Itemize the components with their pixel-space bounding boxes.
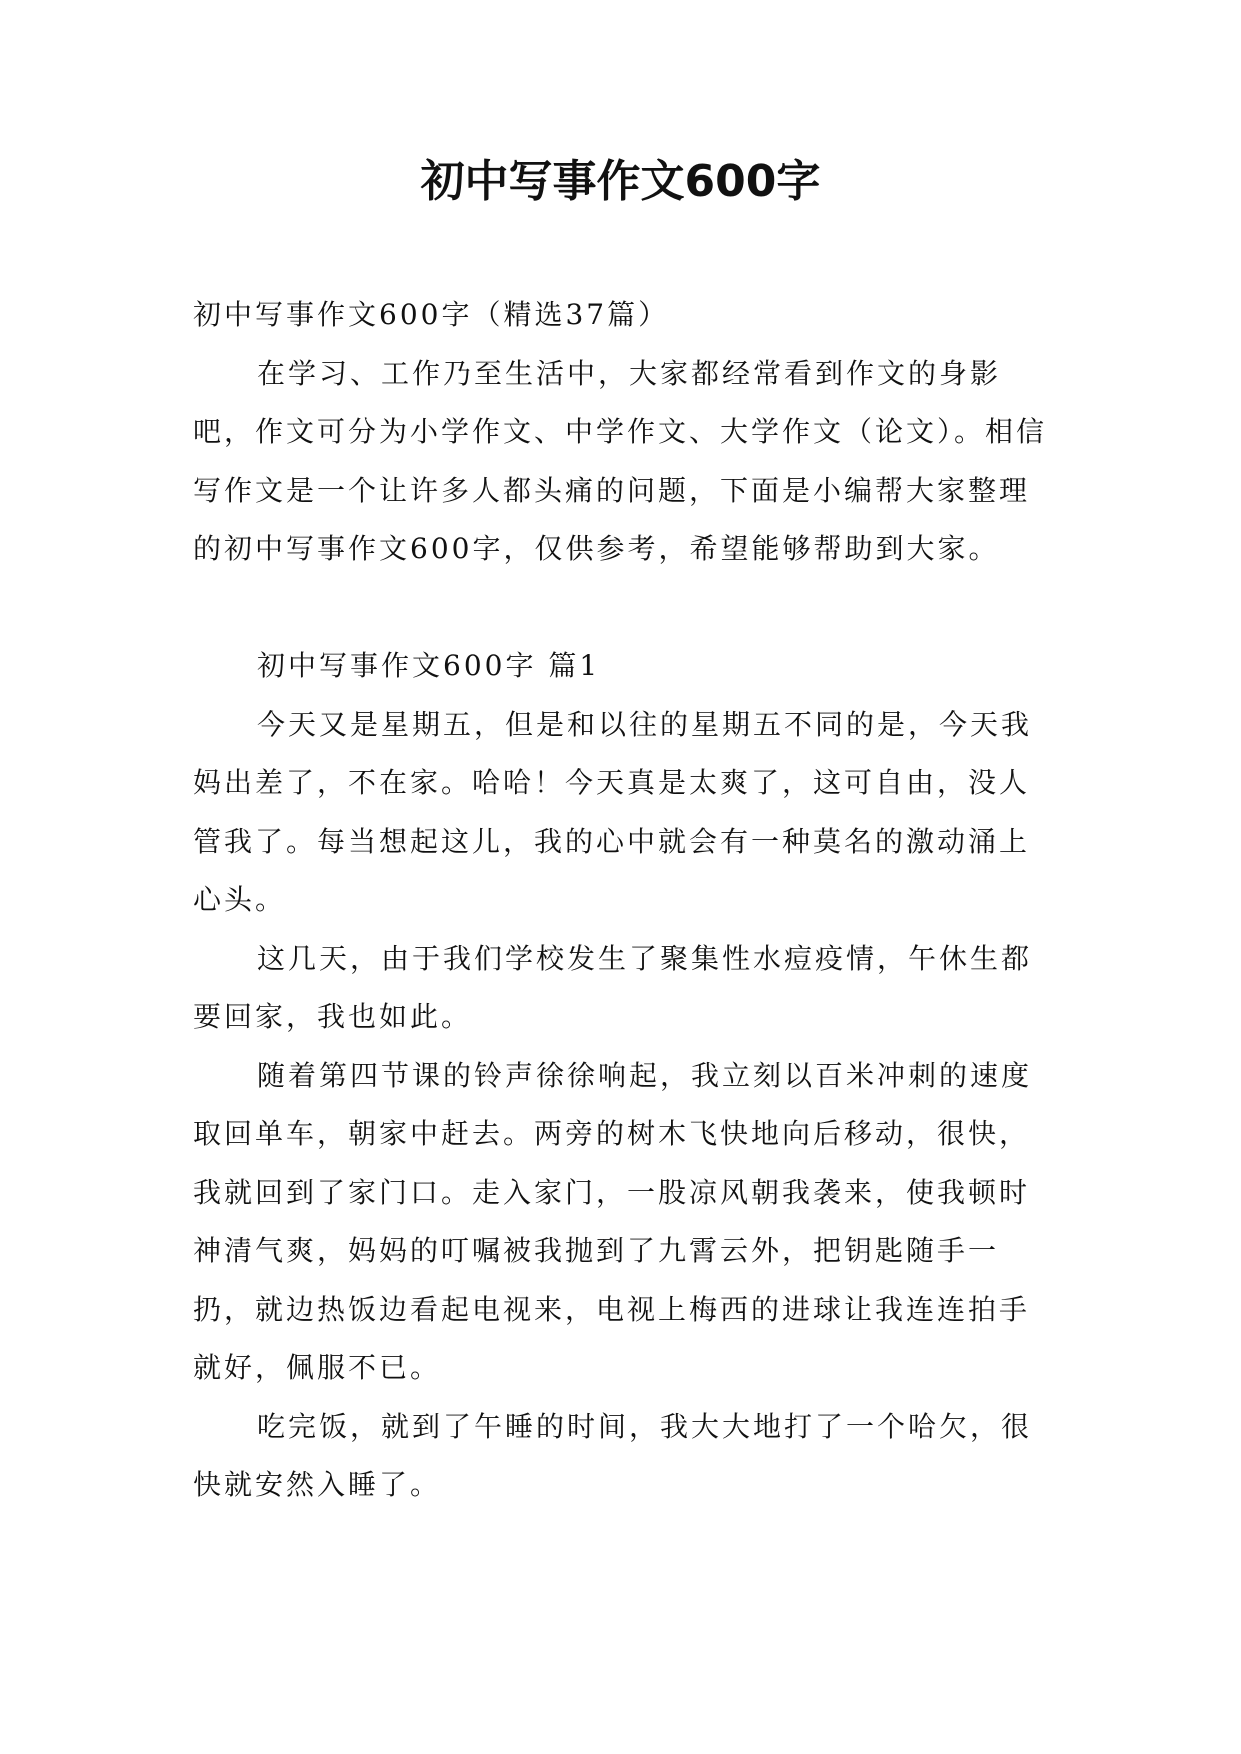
body-paragraph: 今天又是星期五，但是和以往的星期五不同的是，今天我妈出差了，不在家。哈哈！今天真是太爽了，这可自由，没人管我了。每当想起这儿，我的心中就会有一种莫名的激动涌上心头。 [193,707,1033,916]
document-subtitle: 初中写事作文600字（精选37篇） [193,298,670,331]
document-title: 初中写事作文600字 [420,156,821,207]
body-paragraph: 这几天，由于我们学校发生了聚集性水痘疫情，午休生都要回家，我也如此。 [193,941,1033,1033]
body-paragraph: 随着第四节课的铃声徐徐响起，我立刻以百米冲刺的速度取回单车，朝家中赶去。两旁的树木飞快地向后移动，很快，我就回到了家门口。走入家门，一股凉风朝我袭来，使我顿时神清气爽，妈妈的叮嘱被我抛到了九霄云外，把钥匙随手一扔，就边热饭边看起电视来，电视上梅西的进球让我连连拍手就好，佩服不已。 [193,1058,1033,1384]
document-body [193,286,1051,1515]
paragraph-spacer [193,579,1051,638]
body-paragraph: 吃完饭，就到了午睡的时间，我大大地打了一个哈欠，很快就安然入睡了。 [193,1409,1033,1501]
intro-paragraph: 在学习、工作乃至生活中，大家都经常看到作文的身影吧，作文可分为小学作文、中学作文、大学作文（论文）。相信写作文是一个让许多人都头痛的问题，下面是小编帮大家整理的初中写事作文600字，仅供参考，希望能够帮助到大家。 [193,356,1048,565]
section-heading: 初中写事作文600字 篇1 [257,649,601,682]
